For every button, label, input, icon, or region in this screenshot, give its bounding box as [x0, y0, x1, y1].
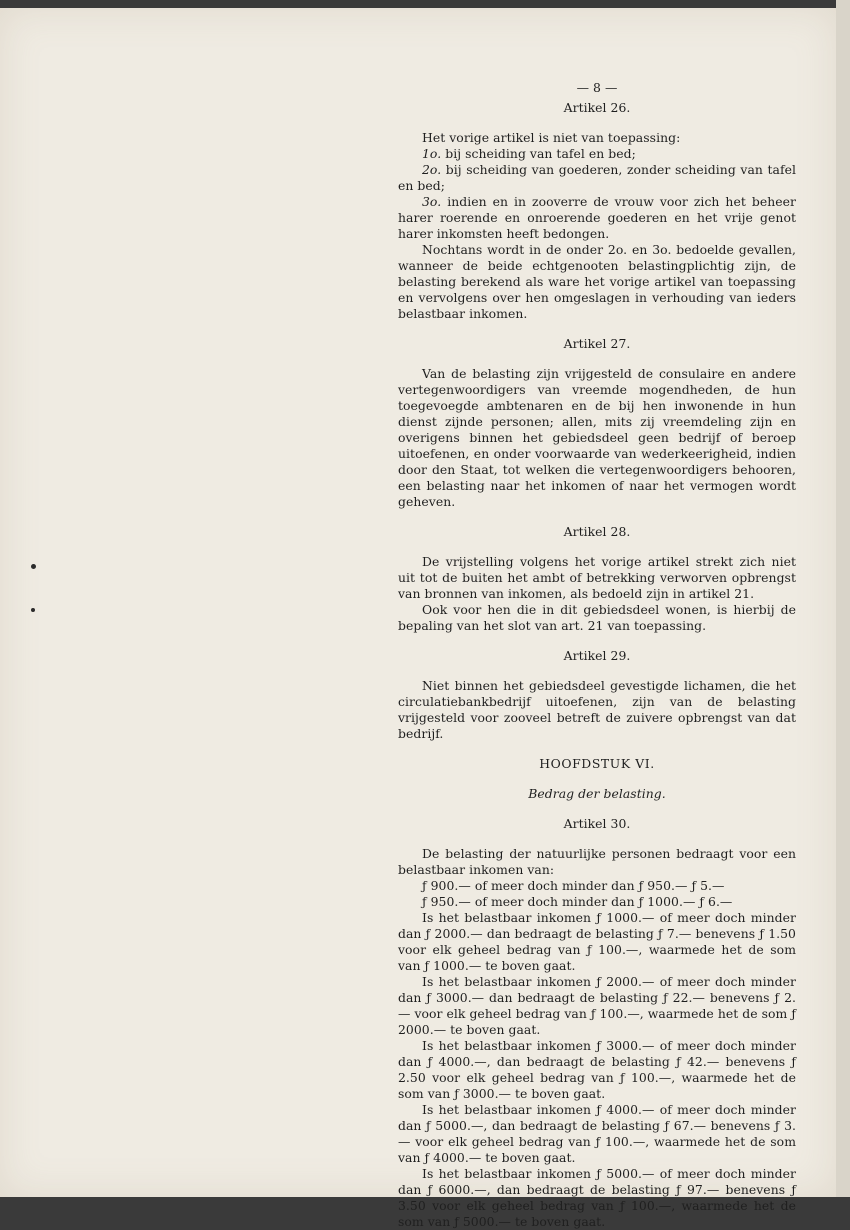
article-30-para: Is het belastbaar inkomen ƒ 2000.— of meer doch minder dan ƒ 3000.— dan bedraagt de belasting ƒ 22.— benevens ƒ 2.— voor elk geheel bedrag van ƒ 100.—, waarmede het de som ƒ 2000.— te boven gaat.: [398, 974, 796, 1037]
chapter-subtitle: [398, 786, 796, 802]
item-text: bij scheiding van goederen, zonder scheiding van tafel en bed;: [398, 162, 796, 193]
article-28-p1: De vrijstelling volgens het vorige artikel strekt zich niet uit tot de buiten het ambt of betrekking verworven opbrengst van bronnen van inkomen, als bedoeld zijn in artikel 21.: [398, 554, 796, 601]
article-30-para: Is het belastbaar inkomen ƒ 5000.— of meer doch minder dan ƒ 6000.—, dan bedraagt de belasting ƒ 97.— benevens ƒ 3.50 voor elk geheel bedrag van ƒ 100.—, waarmede het de som van ƒ 5000.— te boven gaat.: [398, 1166, 796, 1229]
document-page: [0, 8, 836, 1229]
article-26-item: [398, 162, 796, 194]
article-26-item: [398, 146, 796, 162]
article-26-intro: Het vorige artikel is niet van toepassing:: [422, 130, 681, 145]
punch-hole: [31, 564, 36, 569]
article-30-para: Is het belastbaar inkomen ƒ 1000.— of meer doch minder dan ƒ 2000.— dan bedraagt de belasting ƒ 7.— benevens ƒ 1.50 voor elk geheel bedrag van ƒ 100.—, waarmede het de som van ƒ 1000.— te boven gaat.: [398, 910, 796, 973]
article-26-item: [398, 194, 796, 242]
article-30-para: Is het belastbaar inkomen ƒ 3000.— of meer doch minder dan ƒ 4000.—, dan bedraagt de belasting ƒ 42.— benevens ƒ 2.50 voor elk geheel bedrag van ƒ 100.—, waarmede het de som van ƒ 3000.— te boven gaat.: [398, 1038, 796, 1101]
article-30-intro: De belasting der natuurlijke personen bedraagt voor een belastbaar inkomen van:: [398, 846, 796, 877]
article-27-title: Artikel 27.: [563, 336, 631, 351]
article-28-p2: Ook voor hen die in dit gebiedsdeel wonen, is hierbij de bepaling van het slot van art. 21 van toepassing.: [398, 602, 796, 633]
article-30-line: ƒ 950.— of meer doch minder dan ƒ 1000.— ƒ 6.—: [422, 894, 733, 909]
page-edge: [836, 0, 850, 1197]
article-29-text: Niet binnen het gebiedsdeel gevestigde lichamen, die het circulatiebankbedrijf uitoefenen, zijn van de belasting vrijgesteld voor zooveel betreft de zuivere opbrengst van dat bedrijf.: [398, 678, 796, 741]
text-column: [398, 80, 796, 1230]
article-28-title: Artikel 28.: [563, 524, 631, 539]
item-number: 3o.: [422, 194, 442, 209]
article-30-title: Artikel 30.: [563, 816, 631, 831]
article-29-title: Artikel 29.: [563, 648, 631, 663]
chapter-subtitle-text: Bedrag der belasting.: [528, 786, 666, 801]
article-27-text: Van de belasting zijn vrijgesteld de consulaire en andere vertegenwoordigers van vreemde mogendheden, de hun toegevoegde ambtenaren en de bij hen inwonende in hun dienst zijnde personen; allen, mits zij vreemdeling zijn en overigens binnen het gebiedsdeel geen bedrijf of beroep uitoefenen, en onder voorwaarde van wederkeerigheid, indien door den Staat, tot welken die vertegenwoordigers behooren, een belasting naar het inkomen of naar het vermogen wordt geheven.: [398, 366, 796, 509]
item-text: indien en in zooverre de vrouw voor zich het beheer harer roerende en onroerende goederen en het vrije genot harer inkomsten heeft bedongen.: [398, 194, 796, 241]
punch-hole: [31, 608, 35, 612]
item-text: bij scheiding van tafel en bed;: [445, 146, 636, 161]
page-number: — 8 —: [576, 80, 618, 95]
chapter-title: HOOFDSTUK VI.: [539, 756, 655, 771]
article-26-title: Artikel 26.: [563, 100, 631, 115]
article-26-closing: Nochtans wordt in de onder 2o. en 3o. bedoelde gevallen, wanneer de beide echtgenooten belastingplichtig zijn, de belasting berekend als ware het vorige artikel van toepassing en vervolgens over hen omgeslagen in verhouding van ieders belastbaar inkomen.: [398, 242, 796, 321]
article-30-para: Is het belastbaar inkomen ƒ 4000.— of meer doch minder dan ƒ 5000.—, dan bedraagt de belasting ƒ 67.— benevens ƒ 3.— voor elk geheel bedrag van ƒ 100.—, waarmede het de som van ƒ 4000.— te boven gaat.: [398, 1102, 796, 1165]
article-30-line: ƒ 900.— of meer doch minder dan ƒ 950.— ƒ 5.—: [422, 878, 725, 893]
item-number: 1o.: [422, 146, 442, 161]
item-number: 2o.: [422, 162, 442, 177]
